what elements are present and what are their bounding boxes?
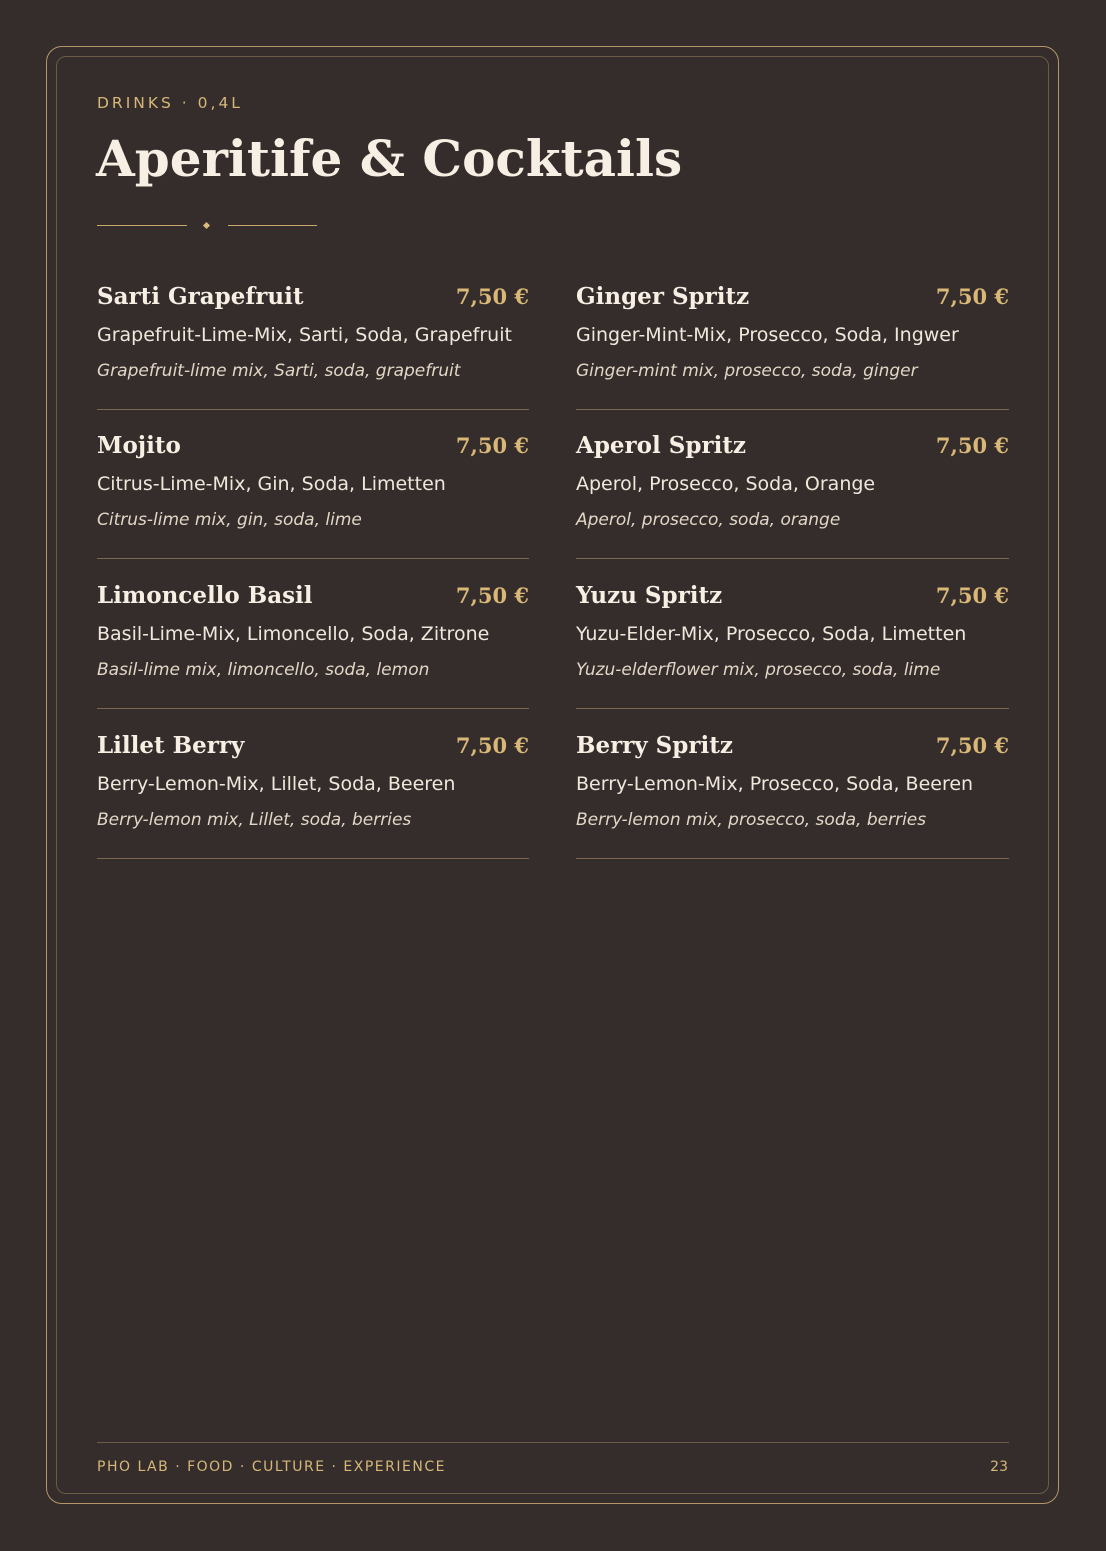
item-name: Lillet Berry xyxy=(97,732,245,759)
item-price: 7,50 € xyxy=(935,284,1009,309)
item-name: Sarti Grapefruit xyxy=(97,283,304,310)
item-description-en: Grapefruit-lime mix, Sarti, soda, grapefruit xyxy=(97,361,461,381)
item-name: Aperol Spritz xyxy=(576,432,746,459)
item-name: Ginger Spritz xyxy=(576,283,750,310)
item-description-de: Ginger-Mint-Mix, Prosecco, Soda, Ingwer xyxy=(576,324,959,346)
item-price: 7,50 € xyxy=(935,433,1009,458)
menu-item xyxy=(97,281,529,431)
item-name: Yuzu Spritz xyxy=(576,582,723,609)
item-description-en: Aperol, prosecco, soda, orange xyxy=(576,510,841,530)
footer-divider xyxy=(97,1442,1009,1443)
ornament-line-left xyxy=(97,225,187,226)
item-price: 7,50 € xyxy=(935,733,1009,758)
item-description-de: Yuzu-Elder-Mix, Prosecco, Soda, Limetten xyxy=(576,623,967,645)
item-divider xyxy=(97,409,529,410)
ornament-line-right xyxy=(228,225,317,226)
footer-tagline: PHO LAB · FOOD · CULTURE · EXPERIENCE xyxy=(97,1459,446,1475)
item-divider xyxy=(97,708,529,709)
menu-item xyxy=(576,430,1009,580)
item-divider xyxy=(576,558,1009,559)
item-name: Mojito xyxy=(97,432,181,459)
menu-item xyxy=(576,281,1009,431)
item-description-de: Aperol, Prosecco, Soda, Orange xyxy=(576,473,876,495)
section-eyebrow: DRINKS · 0,4L xyxy=(97,94,243,112)
menu-item xyxy=(576,730,1009,880)
item-description-de: Grapefruit-Lime-Mix, Sarti, Soda, Grapefruit xyxy=(97,324,512,346)
page-number: 23 xyxy=(990,1459,1008,1475)
item-price: 7,50 € xyxy=(935,583,1009,608)
item-price: 7,50 € xyxy=(455,433,529,458)
item-divider xyxy=(576,409,1009,410)
page-title: Aperitife & Cocktails xyxy=(96,129,683,188)
item-description-en: Berry-lemon mix, Lillet, soda, berries xyxy=(97,810,412,830)
item-description-en: Ginger-mint mix, prosecco, soda, ginger xyxy=(576,361,918,381)
item-price: 7,50 € xyxy=(455,733,529,758)
item-divider xyxy=(576,858,1009,859)
menu-item xyxy=(97,730,529,880)
item-divider xyxy=(97,858,529,859)
menu-item xyxy=(97,580,529,730)
item-divider xyxy=(576,708,1009,709)
item-price: 7,50 € xyxy=(455,583,529,608)
item-description-en: Citrus-lime mix, gin, soda, lime xyxy=(97,510,362,530)
item-price: 7,50 € xyxy=(455,284,529,309)
item-description-en: Yuzu-elderflower mix, prosecco, soda, lime xyxy=(576,660,941,680)
item-description-en: Berry-lemon mix, prosecco, soda, berries xyxy=(576,810,927,830)
item-description-de: Berry-Lemon-Mix, Prosecco, Soda, Beeren xyxy=(576,773,974,795)
item-name: Limoncello Basil xyxy=(97,582,313,609)
item-description-de: Citrus-Lime-Mix, Gin, Soda, Limetten xyxy=(97,473,446,495)
menu-item xyxy=(97,430,529,580)
item-divider xyxy=(97,558,529,559)
item-description-de: Basil-Lime-Mix, Limoncello, Soda, Zitrone xyxy=(97,623,490,645)
item-description-en: Basil-lime mix, limoncello, soda, lemon xyxy=(97,660,430,680)
menu-item xyxy=(576,580,1009,730)
item-name: Berry Spritz xyxy=(576,732,733,759)
item-description-de: Berry-Lemon-Mix, Lillet, Soda, Beeren xyxy=(97,773,456,795)
